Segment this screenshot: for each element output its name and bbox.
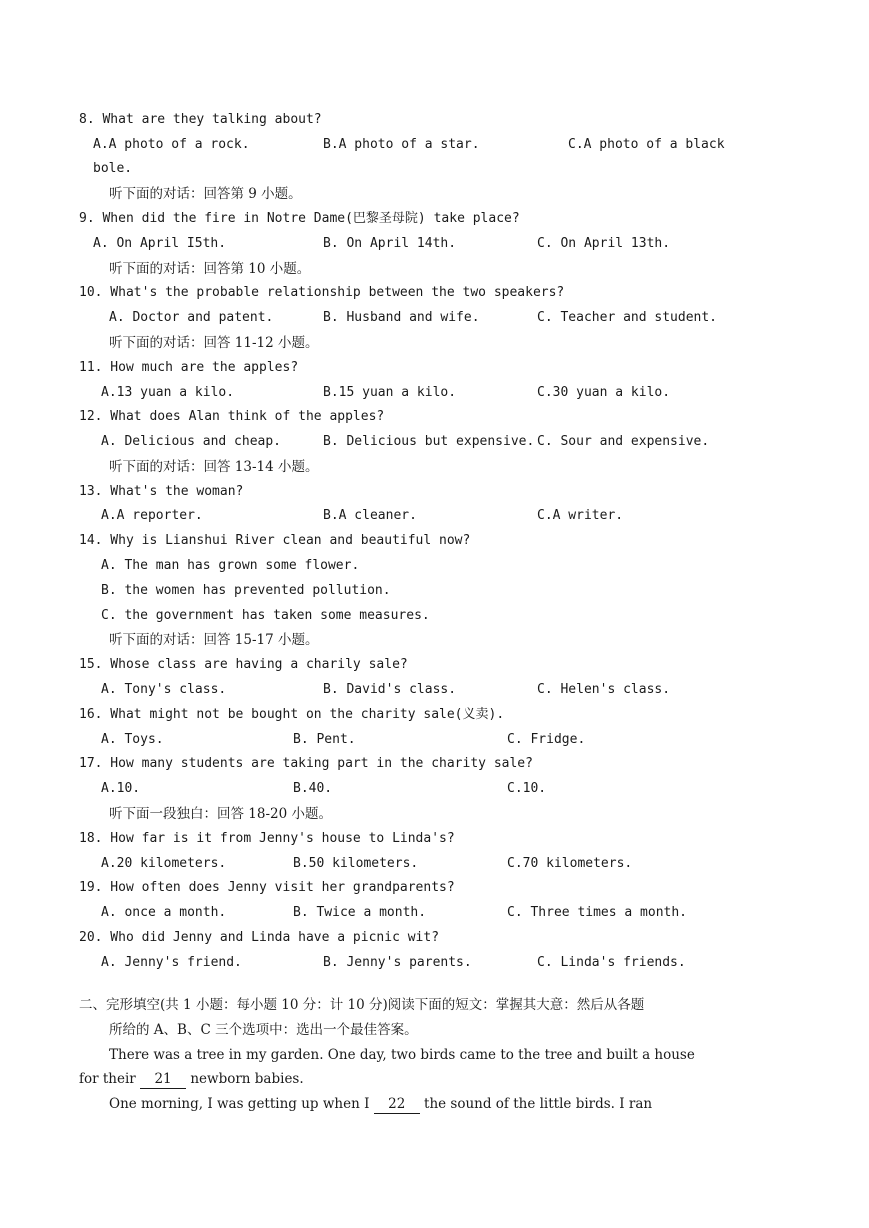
listening-instruction-10: 听下面的对话：回答第 10 小题。 bbox=[109, 261, 311, 277]
passage-text: for their bbox=[79, 1071, 136, 1087]
question-15-stem: 15. Whose class are having a charily sale? bbox=[79, 657, 408, 672]
question-11-option-a: A.13 yuan a kilo. bbox=[101, 385, 235, 400]
listening-instruction-15: 听下面的对话：回答 15-17 小题。 bbox=[109, 632, 319, 648]
blank-22[interactable]: 22 bbox=[374, 1095, 420, 1114]
question-13-stem: 13. What's the woman? bbox=[79, 484, 244, 499]
question-12-option-c: C. Sour and expensive. bbox=[537, 434, 710, 449]
passage-text: One morning, I was getting up when I bbox=[109, 1096, 370, 1112]
listening-instruction-11: 听下面的对话：回答 11-12 小题。 bbox=[109, 335, 319, 351]
question-8-option-c-continued: bole. bbox=[93, 161, 133, 176]
question-12-option-a: A. Delicious and cheap. bbox=[101, 434, 282, 449]
question-17-option-a: A.10. bbox=[101, 781, 141, 796]
question-14-option-b: B. the women has prevented pollution. bbox=[101, 583, 391, 598]
question-18-option-c: C.70 kilometers. bbox=[507, 856, 633, 871]
question-16-option-a: A. Toys. bbox=[101, 732, 164, 747]
question-14-option-a: A. The man has grown some flower. bbox=[101, 558, 360, 573]
question-12-stem: 12. What does Alan think of the apples? bbox=[79, 409, 385, 424]
section-2-heading-continued: 所给的 A、B、C 三个选项中：选出一个最佳答案。 bbox=[109, 1022, 418, 1038]
question-8-stem: 8. What are they talking about? bbox=[79, 112, 322, 127]
question-10-option-b: B. Husband and wife. bbox=[323, 310, 480, 325]
question-15-option-c: C. Helen's class. bbox=[537, 682, 671, 697]
listening-instruction-18: 听下面一段独白：回答 18-20 小题。 bbox=[109, 806, 333, 822]
question-14-option-c: C. the government has taken some measures. bbox=[101, 608, 430, 623]
listening-instruction-9: 听下面的对话：回答第 9 小题。 bbox=[109, 186, 302, 202]
question-16-option-b: B. Pent. bbox=[293, 732, 356, 747]
listening-instruction-13: 听下面的对话：回答 13-14 小题。 bbox=[109, 459, 319, 475]
question-8-option-c: C.A photo of a black bbox=[568, 137, 725, 152]
question-14-stem: 14. Why is Lianshui River clean and beautiful now? bbox=[79, 533, 471, 548]
question-18-stem: 18. How far is it from Jenny's house to Linda's? bbox=[79, 831, 455, 846]
question-10-stem: 10. What's the probable relationship between the two speakers? bbox=[79, 285, 565, 300]
question-13-option-b: B.A cleaner. bbox=[323, 508, 417, 523]
question-11-option-c: C.30 yuan a kilo. bbox=[537, 385, 671, 400]
question-12-option-b: B. Delicious but expensive. bbox=[323, 434, 535, 449]
question-19-option-a: A. once a month. bbox=[101, 905, 227, 920]
question-8-option-a: A.A photo of a rock. bbox=[93, 137, 250, 152]
question-13-option-a: A.A reporter. bbox=[101, 508, 203, 523]
passage-text: newborn babies. bbox=[190, 1071, 304, 1087]
passage-paragraph-1-line-2 bbox=[79, 1070, 304, 1089]
question-17-option-c: C.10. bbox=[507, 781, 547, 796]
question-10-option-a: A. Doctor and patent. bbox=[109, 310, 274, 325]
question-19-option-c: C. Three times a month. bbox=[507, 905, 688, 920]
passage-paragraph-2-line-1 bbox=[109, 1095, 652, 1114]
passage-paragraph-1-line-1: There was a tree in my garden. One day, two birds came to the tree and built a house bbox=[109, 1047, 695, 1063]
question-20-option-b: B. Jenny's parents. bbox=[323, 955, 472, 970]
blank-21[interactable]: 21 bbox=[140, 1070, 186, 1089]
question-15-option-a: A. Tony's class. bbox=[101, 682, 227, 697]
question-9-stem: 9. When did the fire in Notre Dame(巴黎圣母院) take place? bbox=[79, 211, 520, 226]
question-10-option-c: C. Teacher and student. bbox=[537, 310, 718, 325]
question-18-option-b: B.50 kilometers. bbox=[293, 856, 419, 871]
question-11-stem: 11. How much are the apples? bbox=[79, 360, 299, 375]
question-19-stem: 19. How often does Jenny visit her grandparents? bbox=[79, 880, 455, 895]
passage-text: the sound of the little birds. I ran bbox=[424, 1096, 653, 1112]
question-18-option-a: A.20 kilometers. bbox=[101, 856, 227, 871]
question-19-option-b: B. Twice a month. bbox=[293, 905, 427, 920]
question-16-option-c: C. Fridge. bbox=[507, 732, 586, 747]
question-11-option-b: B.15 yuan a kilo. bbox=[323, 385, 457, 400]
question-20-stem: 20. Who did Jenny and Linda have a picnic wit? bbox=[79, 930, 440, 945]
question-9-option-b: B. On April 14th. bbox=[323, 236, 457, 251]
question-9-option-a: A. On April I5th. bbox=[93, 236, 227, 251]
question-16-stem: 16. What might not be bought on the charity sale(义卖). bbox=[79, 707, 505, 722]
question-17-stem: 17. How many students are taking part in the charity sale? bbox=[79, 756, 533, 771]
section-2-heading: 二、完形填空(共 1 小题：每小题 10 分：计 10 分)阅读下面的短文：掌握其大意：然后从各题 bbox=[79, 997, 645, 1013]
question-15-option-b: B. David's class. bbox=[323, 682, 457, 697]
question-13-option-c: C.A writer. bbox=[537, 508, 624, 523]
question-9-option-c: C. On April 13th. bbox=[537, 236, 671, 251]
question-20-option-a: A. Jenny's friend. bbox=[101, 955, 242, 970]
question-20-option-c: C. Linda's friends. bbox=[537, 955, 686, 970]
question-8-option-b: B.A photo of a star. bbox=[323, 137, 480, 152]
question-17-option-b: B.40. bbox=[293, 781, 333, 796]
